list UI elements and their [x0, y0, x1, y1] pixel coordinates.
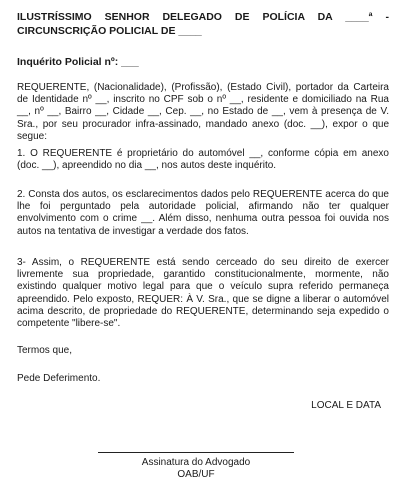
closing-termos: Termos que,: [17, 345, 73, 356]
local-e-data: LOCAL E DATA: [311, 400, 381, 411]
paragraph-item-3: 3- Assim, o REQUERENTE está sendo cerceado do seu direito de exercer livremente sua propriedade, garantido constitucionalmente, mormente, não existindo qualquer motivo legal para que o veículo supra referido permaneça apreendido. Pelo exposto, REQUER: À V. Sra., que se digne a liberar o automóvel acima descrito, de propriedade do REQUERENTE, determinando seja expedido o competente "libere-se".: [17, 257, 389, 330]
oab-label: OAB/UF: [177, 469, 215, 480]
signature-line: [98, 452, 294, 453]
intro-paragraph: REQUERENTE, (Nacionalidade), (Profissão), (Estado Civil), portador da Carteira de Identidade nº __, inscrito no CPF sob o nº __, residente e domiciliado na Rua __, nº __, Bairro __, Cidade __, Cep. __, no Estado de __, vem à presença de V. Sra., por seu procurador infra-assinado, mandado anexo (doc. __), expor o que segue:: [17, 82, 389, 142]
signature-label: Assinatura do Advogado: [141, 457, 251, 468]
closing-pede-deferimento: Pede Deferimento.: [17, 373, 101, 384]
inquerito-label: Inquérito Policial nº: ___: [17, 56, 139, 68]
document-heading: ILUSTRÍSSIMO SENHOR DELEGADO DE POLÍCIA DA ____ª - CIRCUNSCRIÇÃO POLICIAL DE ____: [17, 11, 389, 37]
paragraph-item-1: 1. O REQUERENTE é proprietário do automóvel __, conforme cópia em anexo (doc. __), apreendido no dia __, nos autos deste inquérito.: [17, 148, 389, 172]
paragraph-item-2: 2. Consta dos autos, os esclarecimentos dados pelo REQUERENTE acerca do que lhe foi perguntado pela autoridade policial, afirmando não ter qualquer envolvimento com o crime __. Além disso, nenhuma outra pessoa foi ouvida nos autos na tentativa de investigar a verdade dos fatos.: [17, 189, 389, 237]
